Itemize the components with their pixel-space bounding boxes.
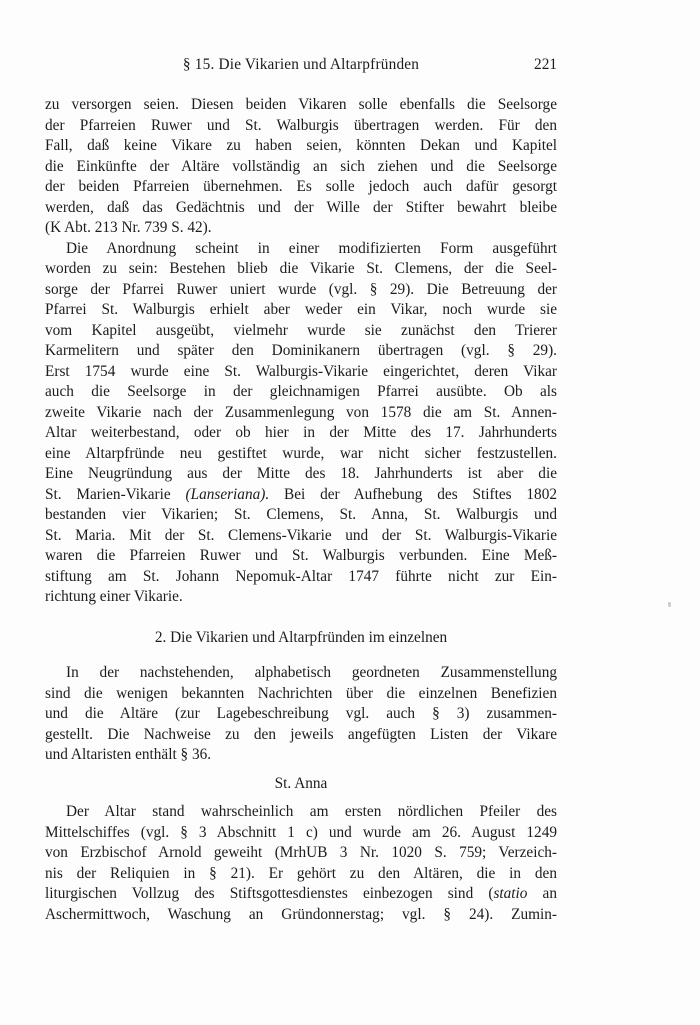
text-line: und Altaristen enthält § 36. xyxy=(45,746,212,763)
text-line xyxy=(45,485,557,506)
text-line: werden, daß das Gedächtnis und der Wille der Stifter bewahrt bleibe xyxy=(45,198,557,216)
italic-text: statio xyxy=(493,885,528,902)
text-line: Fall, daß keine Vikare zu haben seien, könnten Dekan und Kapitel xyxy=(45,137,557,154)
text-line: worden zu sein: Bestehen blieb die Vikarie St. Clemens, der die Seel- xyxy=(45,260,557,277)
plain-text: St. Marien-Vikarie xyxy=(45,485,186,503)
text-line: sorge der Pfarrei Ruwer uniert wurde (vgl. § 29). Die Betreuung der xyxy=(45,280,557,298)
scan-artifact xyxy=(668,602,671,607)
text-line: Eine Neugründung aus der Mitte des 18. Jahrhunderts ist aber die xyxy=(45,465,557,482)
plain-text: Bei der Aufhebung des Stiftes 1802 xyxy=(269,485,557,503)
text-line: Aschermittwoch, Waschung an Gründonnerstag; vgl. § 24). Zumin- xyxy=(45,905,557,923)
text-line: Erst 1754 wurde eine St. Walburgis-Vikarie eingerichtet, deren Vikar xyxy=(45,362,557,380)
paragraph xyxy=(45,802,557,925)
text-line: eine Altarpfründe neu gestiftet wurde, war nicht sicher festzustellen. xyxy=(45,444,557,462)
plain-text: an xyxy=(527,885,557,902)
text-body xyxy=(45,95,557,925)
text-line: stiftung am St. Johann Nepomuk-Altar 1747 führte nicht zur Ein- xyxy=(45,567,557,585)
chapter-title: § 15. Die Vikarien und Altarpfründen xyxy=(182,56,420,73)
text-line: In der nachstehenden, alphabetisch geordneten Zusammenstellung xyxy=(66,664,557,681)
text-line: zweite Vikarie nach der Zusammenlegung von 1578 die am St. Annen- xyxy=(45,403,557,421)
text-line: Altar weiterbestand, oder ob hier in der Mitte des 17. Jahrhunderts xyxy=(45,424,557,441)
text-line: bestanden vier Vikarien; St. Clemens, St. Anna, St. Walburgis und xyxy=(45,506,557,523)
text-column xyxy=(45,55,557,925)
paragraph xyxy=(45,663,557,766)
text-line: Der Altar stand wahrscheinlich am ersten nördlichen Pfeiler des xyxy=(66,803,557,820)
paragraph xyxy=(45,239,557,608)
text-line: sind die wenigen bekannten Nachrichten über die einzelnen Benefizien xyxy=(45,684,557,702)
page-number: 221 xyxy=(534,56,557,73)
text-line: nis der Reliquien in § 21). Er gehört zu den Altären, die in den xyxy=(45,864,557,882)
text-line: Karmelitern und später den Dominikanern übertragen (vgl. § 29). xyxy=(45,342,557,359)
text-line: Pfarrei St. Walburgis erhielt aber weder ein Vikar, noch wurde sie xyxy=(45,301,557,318)
text-line: zu versorgen seien. Diesen beiden Vikaren solle ebenfalls die Seelsorge xyxy=(45,96,557,113)
italic-text: (Lanseriana). xyxy=(185,485,270,503)
text-line: vom Kapitel ausgeübt, vielmehr wurde sie zunächst den Trierer xyxy=(45,321,557,339)
text-line: von Erzbischof Arnold geweiht (MrhUB 3 Nr. 1020 S. 759; Verzeich- xyxy=(45,844,557,861)
text-line: und die Altäre (zur Lagebeschreibung vgl. auch § 3) zusammen- xyxy=(45,705,557,722)
text-line: richtung einer Vikarie. xyxy=(45,588,183,605)
text-line: Die Anordnung scheint in einer modifizierten Form ausgeführt xyxy=(66,239,557,257)
text-line: St. Maria. Mit der St. Clemens-Vikarie und der St. Walburgis-Vikarie xyxy=(45,526,557,544)
text-line: gestellt. Die Nachweise zu den jeweils angefügten Listen der Vikare xyxy=(45,725,557,743)
text-line: Mittelschiffes (vgl. § 3 Abschnitt 1 c) und wurde am 26. August 1249 xyxy=(45,823,557,841)
text-line: der Pfarreien Ruwer und St. Walburgis übertragen werden. Für den xyxy=(45,116,557,134)
text-line xyxy=(45,884,557,905)
section-heading-vikarien-einzelnen: 2. Die Vikarien und Altarpfründen im einzelnen xyxy=(154,628,448,646)
running-header xyxy=(45,55,557,76)
text-line: waren die Pfarreien Ruwer und St. Walburgis verbunden. Eine Meß- xyxy=(45,547,557,564)
text-line: die Einkünfte der Altäre vollständig an sich ziehen und die Seelsorge xyxy=(45,157,557,175)
plain-text: liturgischen Vollzug des Stiftsgottesdienstes einbezogen sind ( xyxy=(45,885,494,902)
text-line: der beiden Pfarreien übernehmen. Es solle jedoch auch dafür gesorgt xyxy=(45,178,557,195)
text-line: auch die Seelsorge in der gleichnamigen Pfarrei ausübte. Ob als xyxy=(45,383,557,400)
section-heading-st-anna: St. Anna xyxy=(274,774,328,792)
text-line: (K Abt. 213 Nr. 739 S. 42). xyxy=(45,219,212,236)
paragraph xyxy=(45,95,557,239)
